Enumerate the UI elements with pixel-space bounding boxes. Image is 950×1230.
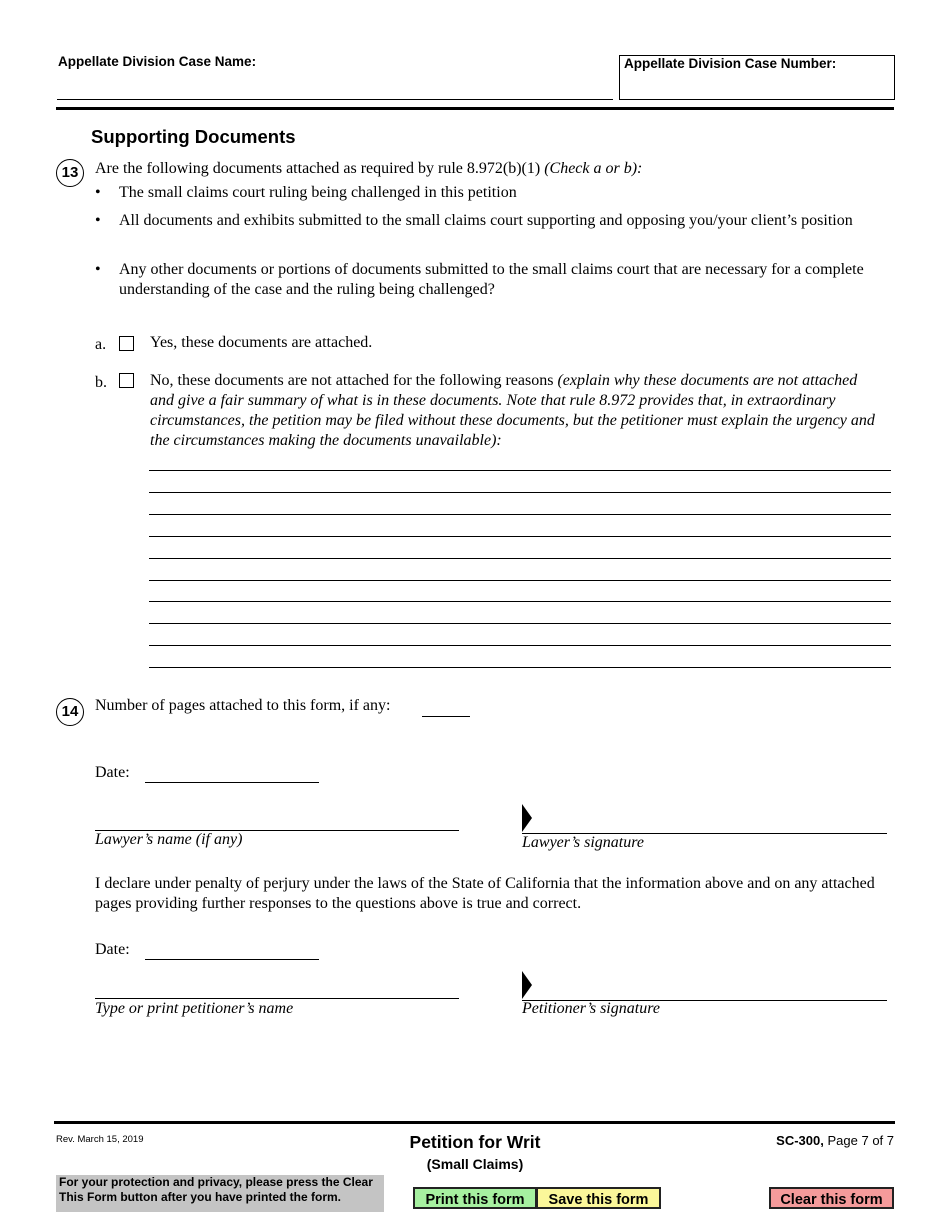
- section-title: Supporting Documents: [91, 126, 296, 147]
- option-a-text: Yes, these documents are attached.: [150, 334, 373, 351]
- item-number-14: 14: [56, 698, 84, 726]
- header-divider: [56, 107, 894, 110]
- bullet-dot: •: [95, 212, 101, 229]
- date-field[interactable]: [145, 959, 319, 960]
- save-form-button[interactable]: Save this form: [536, 1187, 661, 1209]
- signature-arrow-icon: [522, 804, 532, 832]
- bullet-item-3: Any other documents or portions of documents submitted to the small claims court that are necessary for a complete understanding of the case and the ruling being challenged?: [119, 261, 864, 298]
- explanation-line[interactable]: [149, 558, 891, 559]
- form-title: Petition for Writ: [409, 1132, 541, 1152]
- explanation-line[interactable]: [149, 580, 891, 581]
- signature-arrow-icon: [522, 971, 532, 999]
- page-number: Page 7 of 7: [827, 1133, 894, 1148]
- bullet-item-1: The small claims court ruling being challenged in this petition: [119, 184, 517, 201]
- explanation-line[interactable]: [149, 536, 891, 537]
- petitioner-signature-label: Petitioner’s signature: [522, 1000, 660, 1017]
- option-b-letter: b.: [95, 374, 107, 391]
- lawyer-signature-label: Lawyer’s signature: [522, 834, 644, 851]
- item13-question: [95, 159, 885, 179]
- bullet-item-2: All documents and exhibits submitted to the small claims court supporting and opposing you/your client’s position: [119, 212, 853, 229]
- explanation-line[interactable]: [149, 623, 891, 624]
- form-id-page: [776, 1133, 894, 1148]
- form-subtitle: (Small Claims): [426, 1156, 524, 1172]
- explanation-line[interactable]: [149, 514, 891, 515]
- form-id: SC-300,: [776, 1133, 824, 1148]
- bullet-dot: •: [95, 184, 101, 201]
- option-b-main: No, these documents are not attached for the following reasons: [150, 372, 554, 389]
- clear-form-button[interactable]: Clear this form: [769, 1187, 894, 1209]
- case-name-label: Appellate Division Case Name:: [58, 54, 257, 69]
- item13-question-main: Are the following documents attached as required by rule 8.972(b)(1): [95, 160, 541, 177]
- item13-question-italic: (Check a or b):: [544, 160, 643, 177]
- explanation-line[interactable]: [149, 667, 891, 668]
- option-b-text: [150, 371, 880, 451]
- item14-text: Number of pages attached to this form, if any:: [95, 697, 391, 714]
- footer-divider: [54, 1121, 895, 1124]
- bullet-dot: •: [95, 261, 101, 278]
- option-a-checkbox[interactable]: [119, 336, 134, 351]
- option-b-italic: (explain why these documents are not attached and give a fair summary of what is in these documents. Note that rule 8.972 provides that, in extraordinary circumstances, the petition may be filed without these documents, but the petitioner must explain the urgency and the circumstances making the documents unavailable):: [150, 372, 875, 449]
- date-label: Date:: [95, 764, 130, 781]
- case-name-field[interactable]: [57, 99, 613, 100]
- case-number-label: Appellate Division Case Number:: [624, 56, 837, 71]
- item-number-13: 13: [56, 159, 84, 187]
- date-field[interactable]: [145, 782, 319, 783]
- petitioner-name-label: Type or print petitioner’s name: [95, 1000, 294, 1017]
- lawyer-name-label: Lawyer’s name (if any): [95, 831, 243, 848]
- explanation-line[interactable]: [149, 470, 891, 471]
- explanation-line[interactable]: [149, 645, 891, 646]
- print-form-button[interactable]: Print this form: [413, 1187, 537, 1209]
- case-number-box[interactable]: [619, 55, 895, 100]
- revision-date: Rev. March 15, 2019: [56, 1134, 144, 1145]
- option-a-letter: a.: [95, 336, 107, 353]
- privacy-note: For your protection and privacy, please press the Clear This Form button after you have printed the form.: [56, 1175, 384, 1212]
- pages-attached-field[interactable]: [422, 716, 470, 717]
- date-label: Date:: [95, 941, 130, 958]
- declaration-text: I declare under penalty of perjury under the laws of the State of California that the information above and on any attached pages providing further responses to the questions above is true and correct.: [95, 875, 875, 912]
- explanation-line[interactable]: [149, 492, 891, 493]
- option-b-checkbox[interactable]: [119, 373, 134, 388]
- explanation-line[interactable]: [149, 601, 891, 602]
